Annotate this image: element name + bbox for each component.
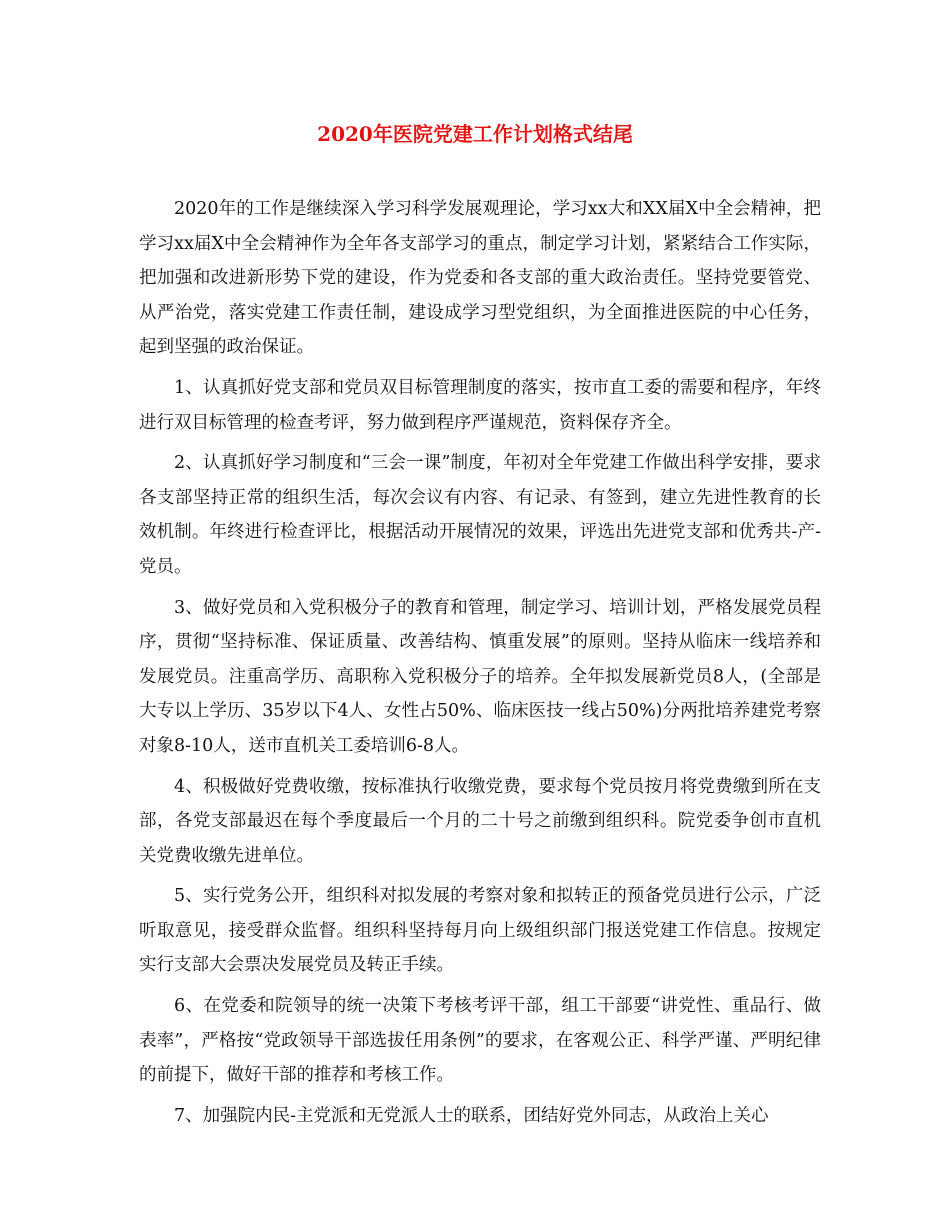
item-paragraph-2: 2、认真抓好学习制度和“三会一课”制度，年初对全年党建工作做出科学安排，要求各支部坚持正常的组织生活，每次会议有内容、有记录、有签到，建立先进性教育的长效机制。年终进行检查评比，根据活动开展情况的效果，评选出先进党支部和优秀共-产-党员。: [139, 453, 821, 577]
intro-paragraph: 2020年的工作是继续深入学习科学发展观理论，学习xx大和XX届X中全会精神，把学习xx届X中全会精神作为全年各支部学习的重点，制定学习计划，紧紧结合工作实际，把加强和改进新形势下党的建设，作为党委和各支部的重大政治责任。坚持党要管党、从严治党，落实党建工作责任制，建设成学习型党组织，为全面推进医院的中心任务，起到坚强的政治保证。: [139, 199, 821, 358]
document-title: 2020年医院党建工作计划格式结尾: [317, 122, 633, 146]
document-body: [139, 192, 821, 1139]
item-paragraph-4: 4、积极做好党费收缴，按标准执行收缴党费，要求每个党员按月将党费缴到所在支部，各党支部最迟在每个季度最后一个月的二十号之前缴到组织科。院党委争创市直机关党费收缴先进单位。: [139, 776, 821, 866]
item-paragraph-5: 5、实行党务公开，组织科对拟发展的考察对象和拟转正的预备党员进行公示，广泛听取意见，接受群众监督。组织科坚持每月向上级组织部门报送党建工作信息。按规定实行支部大会票决发展党员及转正手续。: [139, 886, 821, 976]
item-paragraph-3: 3、做好党员和入党积极分子的教育和管理，制定学习、培训计划，严格发展党员程序，贯彻“坚持标准、保证质量、改善结构、慎重发展”的原则。坚持从临床一线培养和发展党员。注重高学历、高职称入党积极分子的培养。全年拟发展新党员8人，(全部是大专以上学历、35岁以下4人、女性占50%、临床医技一线占50%)分两批培养建党考察对象8-10人，送市直机关工委培训6-8人。: [139, 597, 821, 756]
item-paragraph-7: 7、加强院内民-主党派和无党派人士的联系，团结好党外同志，从政治上关心: [174, 1105, 769, 1126]
item-paragraph-6: 6、在党委和院领导的统一决策下考核考评干部，组工干部要“讲党性、重品行、做表率”，严格按“党政领导干部选拔任用条例”的要求，在客观公正、科学严谨、严明纪律的前提下，做好干部的推荐和考核工作。: [139, 996, 821, 1086]
item-paragraph-1: 1、认真抓好党支部和党员双目标管理制度的落实，按市直工委的需要和程序，年终进行双目标管理的检查考评，努力做到程序严谨规范，资料保存齐全。: [139, 377, 821, 433]
